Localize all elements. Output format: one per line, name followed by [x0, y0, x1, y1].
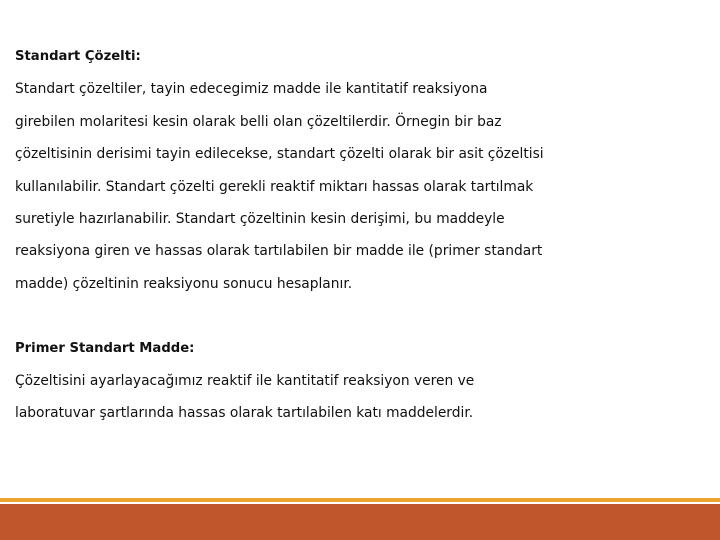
paragraph-line: reaksiyona giren ve hassas olarak tartılabilen bir madde ile (primer standart: [15, 243, 543, 260]
paragraph-line: madde) çözeltinin reaksiyonu sonucu hesaplanır.: [15, 275, 353, 292]
paragraph-line: suretiyle hazırlanabilir. Standart çözeltinin kesin derişimi, bu maddeyle: [15, 210, 505, 227]
slide-body: [15, 41, 705, 430]
section-heading-standart-cozelti: Standart Çözelti:: [15, 49, 141, 64]
footer-accent-line: [0, 498, 720, 502]
section-spacer: [15, 300, 705, 332]
paragraph-line: Çözeltisini ayarlayacağımız reaktif ile kantitatif reaksiyon veren ve: [15, 372, 475, 389]
paragraph-line: çözeltisinin derisimi tayin edilecekse, standart çözelti olarak bir asit çözeltisi: [15, 146, 544, 163]
paragraph-line: kullanılabilir. Standart çözelti gerekli reaktif miktarı hassas olarak tartılmak: [15, 178, 534, 195]
paragraph-line: Standart çözeltiler, tayin edecegimiz madde ile kantitatif reaksiyona: [15, 81, 488, 98]
footer-bar: [0, 504, 720, 540]
paragraph-line: girebilen molaritesi kesin olarak belli olan çözeltilerdir. Örnegin bir baz: [15, 113, 502, 130]
section-heading-primer-standart-madde: Primer Standart Madde:: [15, 340, 195, 356]
paragraph-line: laboratuvar şartlarında hassas olarak tartılabilen katı maddelerdir.: [15, 405, 474, 422]
